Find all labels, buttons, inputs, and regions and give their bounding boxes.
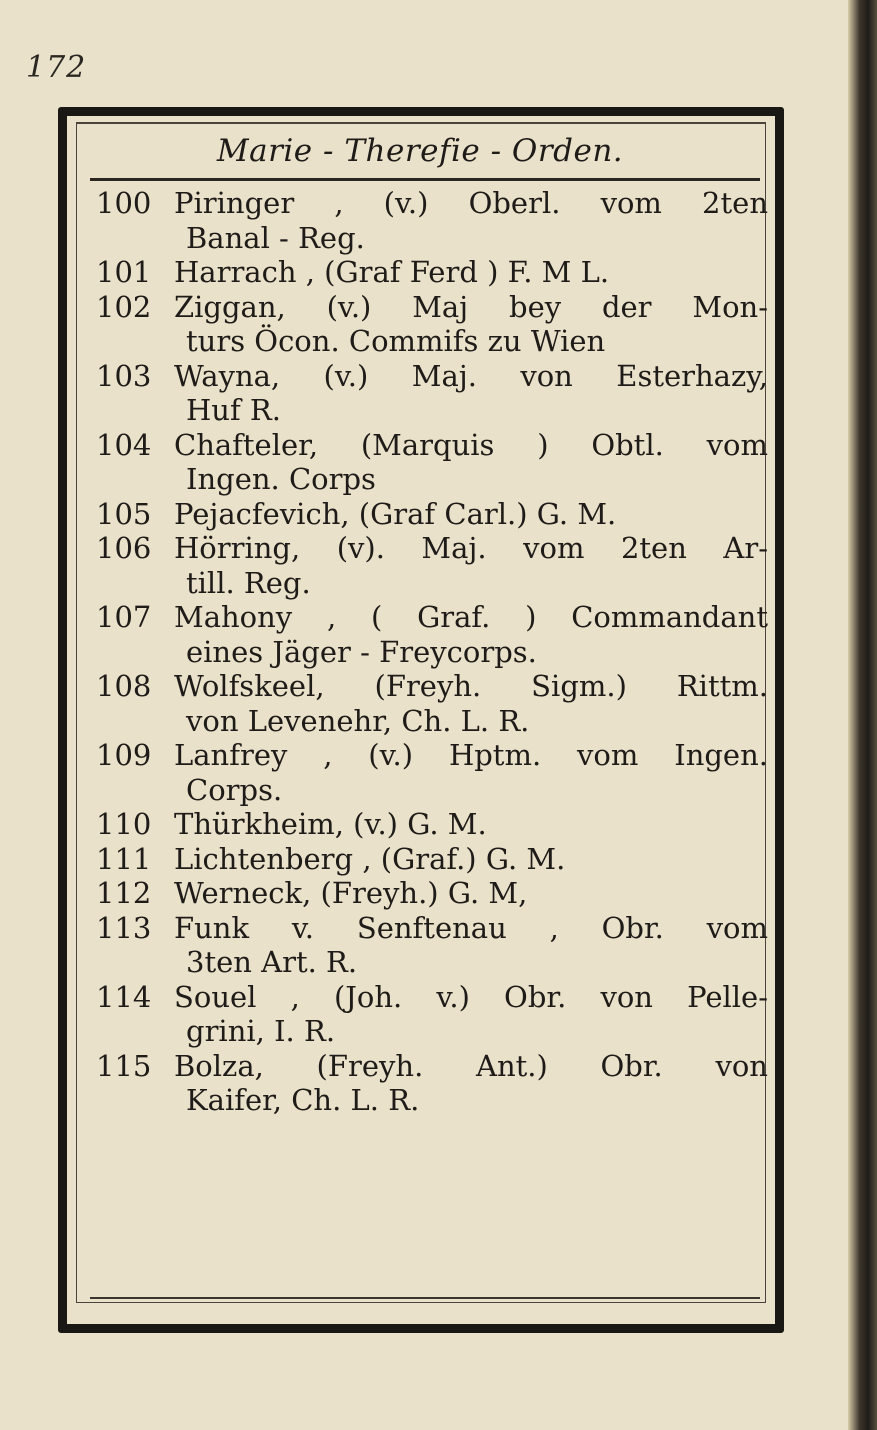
entry-number: 113: [96, 910, 152, 945]
list-item: [96, 359, 768, 428]
entry-text: [174, 911, 768, 980]
list-item: [96, 497, 768, 532]
entry-text: [174, 497, 768, 532]
list-item: [96, 807, 768, 842]
entry-line: Souel , (Joh. v.) Obr. von Pelle-: [174, 979, 768, 1014]
list-item: [96, 980, 768, 1049]
entry-line: Funk v. Senftenau , Obr. vom: [174, 910, 768, 945]
entry-number: 111: [96, 841, 152, 876]
list-item: [96, 255, 768, 290]
entry-line: Mahony , ( Graf. ) Commandant: [174, 600, 768, 634]
entry-text: [174, 531, 768, 600]
entry-number: 101: [96, 255, 152, 289]
entry-text: [174, 669, 768, 738]
page-number: 172: [26, 50, 87, 85]
entry-line: Piringer , (v.) Oberl. vom 2ten: [174, 186, 768, 220]
entry-text: [174, 255, 768, 290]
entry-number: 100: [96, 186, 152, 220]
entry-continuation-line: Huf R.: [186, 393, 281, 427]
bottom-rule: [90, 1297, 760, 1299]
entry-continuation-line: 3ten Art. R.: [186, 945, 358, 979]
entry-text: [174, 290, 768, 359]
entry-line: Chafteler, (Marquis ) Obtl. vom: [174, 427, 768, 462]
list-item: [96, 186, 768, 255]
entry-line: Harrach , (Graf Ferd ) F. M L.: [174, 255, 610, 289]
entry-text: [174, 738, 768, 807]
entry-number: 106: [96, 531, 152, 565]
entry-number: 102: [96, 289, 152, 324]
entry-line: Lichtenberg , (Graf.) G. M.: [174, 841, 566, 876]
entry-text: [174, 980, 768, 1049]
entry-number: 108: [96, 669, 152, 703]
list-item: [96, 911, 768, 980]
entry-line: Wolfskeel, (Freyh. Sigm.) Rittm.: [174, 669, 768, 703]
list-item: [96, 290, 768, 359]
entry-line: Pejacfevich, (Graf Carl.) G. M.: [174, 496, 617, 531]
entry-number: 115: [96, 1048, 152, 1083]
entry-number: 105: [96, 496, 152, 531]
entry-continuation-line: eines Jäger - Freycorps.: [186, 634, 537, 669]
entry-number: 107: [96, 600, 152, 634]
entry-text: [174, 600, 768, 669]
entry-line: Ziggan, (v.) Maj bey der Mon-: [174, 289, 768, 324]
entry-text: [174, 842, 768, 877]
entry-line: Lanfrey , (v.) Hptm. vom Ingen.: [174, 738, 768, 772]
entry-text: [174, 807, 768, 842]
entry-continuation-line: von Levenehr, Ch. L. R.: [186, 703, 530, 738]
list-item: [96, 1049, 768, 1118]
title-rule: [90, 178, 760, 181]
list-item: [96, 600, 768, 669]
entry-number: 104: [96, 427, 152, 462]
entry-number: 109: [96, 738, 152, 772]
book-spine: [848, 0, 877, 1430]
entry-continuation-line: Corps.: [186, 772, 283, 807]
entry-continuation-line: grini, I. R.: [186, 1014, 336, 1048]
list-item: [96, 738, 768, 807]
entry-list: [96, 186, 768, 1118]
list-item: [96, 669, 768, 738]
entry-text: [174, 359, 768, 428]
list-item: [96, 531, 768, 600]
list-item: [96, 428, 768, 497]
entry-number: 103: [96, 358, 152, 393]
list-item: [96, 876, 768, 911]
entry-text: [174, 876, 768, 911]
entry-text: [174, 1049, 768, 1118]
entry-continuation-line: Banal - Reg.: [186, 220, 365, 255]
entry-line: Bolza, (Freyh. Ant.) Obr. von: [174, 1048, 768, 1083]
entry-continuation-line: till. Reg.: [186, 565, 311, 600]
list-item: [96, 842, 768, 877]
entry-line: Werneck, (Freyh.) G. M,: [174, 876, 528, 910]
entry-text: [174, 186, 768, 255]
entry-line: Hörring, (v). Maj. vom 2ten Ar-: [174, 531, 768, 565]
entry-text: [174, 428, 768, 497]
entry-line: Thürkheim, (v.) G. M.: [174, 807, 487, 841]
entry-continuation-line: Ingen. Corps: [186, 462, 376, 496]
entry-continuation-line: turs Öcon. Commifs zu Wien: [186, 324, 606, 358]
entry-line: Wayna, (v.) Maj. von Esterhazy,: [174, 358, 768, 393]
entry-number: 114: [96, 979, 152, 1014]
entry-number: 112: [96, 876, 152, 910]
entry-number: 110: [96, 807, 152, 841]
page-title: Marie - Therefie - Orden.: [216, 133, 624, 169]
entry-continuation-line: Kaifer, Ch. L. R.: [186, 1083, 420, 1117]
